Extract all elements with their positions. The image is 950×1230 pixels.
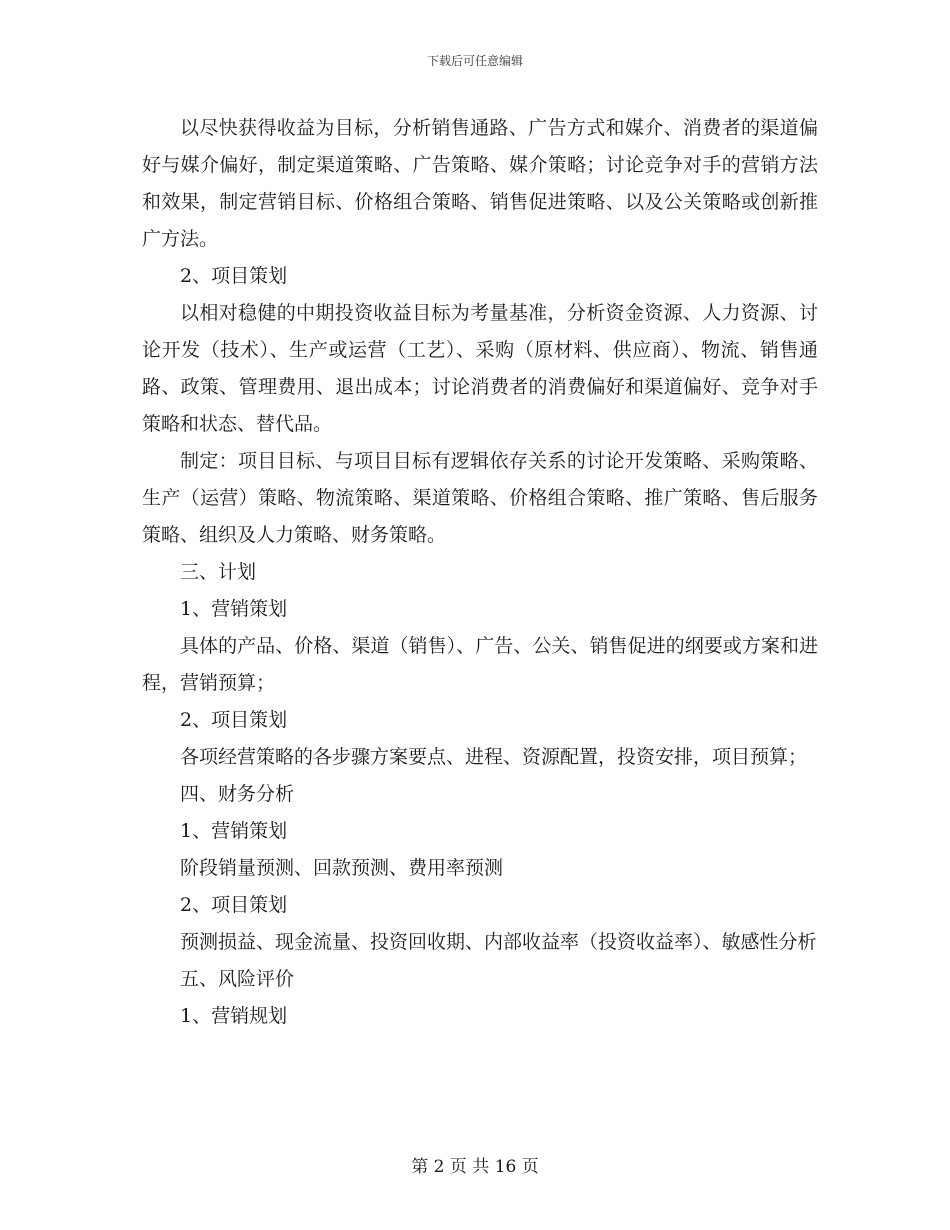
section-heading: 1、营销规划 [180,1005,288,1027]
page-number-footer: 第 2 页 共 16 页 [411,1157,539,1177]
paragraph: 阶段销量预测、回款预测、费用率预测 [180,857,504,879]
page-header: 下载后可任意编辑 [426,54,523,68]
paragraph: 以相对稳健的中期投资收益目标为考量基准，分析资金资源、人力资源、讨论开发（技术）、生产或运营（工艺）、采购（原材料、供应商）、物流、销售通路、政策、管理费用、退出成本；讨论消费者的消费偏好和渠道偏好、竞争对手策略和状态、替代品。 [142,302,818,435]
paragraph: 预测损益、现金流量、投资回收期、内部收益率（投资收益率）、敏感性分析 [180,931,817,953]
paragraph: 具体的产品、价格、渠道（销售）、广告、公关、销售促进的纲要或方案和进程，营销预算； [142,635,818,694]
section-heading: 三、计划 [180,561,257,583]
section-heading: 1、营销策划 [180,598,288,620]
section-heading: 2、项目策划 [180,265,288,287]
section-heading: 2、项目策划 [180,709,288,731]
section-heading: 五、风险评价 [180,968,295,990]
section-heading: 1、营销策划 [180,820,288,842]
document-body [142,110,818,1035]
paragraph: 各项经营策略的各步骤方案要点、进程、资源配置，投资安排，项目预算； [180,746,808,768]
section-heading: 四、财务分析 [180,783,295,805]
paragraph: 制定：项目目标、与项目目标有逻辑依存关系的讨论开发策略、采购策略、生产（运营）策略、物流策略、渠道策略、价格组合策略、推广策略、售后服务策略、组织及人力策略、财务策略。 [142,450,818,546]
section-heading: 2、项目策划 [180,894,288,916]
paragraph: 以尽快获得收益为目标，分析销售通路、广告方式和媒介、消费者的渠道偏好与媒介偏好，制定渠道策略、广告策略、媒介策略；讨论竞争对手的营销方法和效果，制定营销目标、价格组合策略、销售促进策略、以及公关策略或创新推广方法。 [142,117,818,250]
